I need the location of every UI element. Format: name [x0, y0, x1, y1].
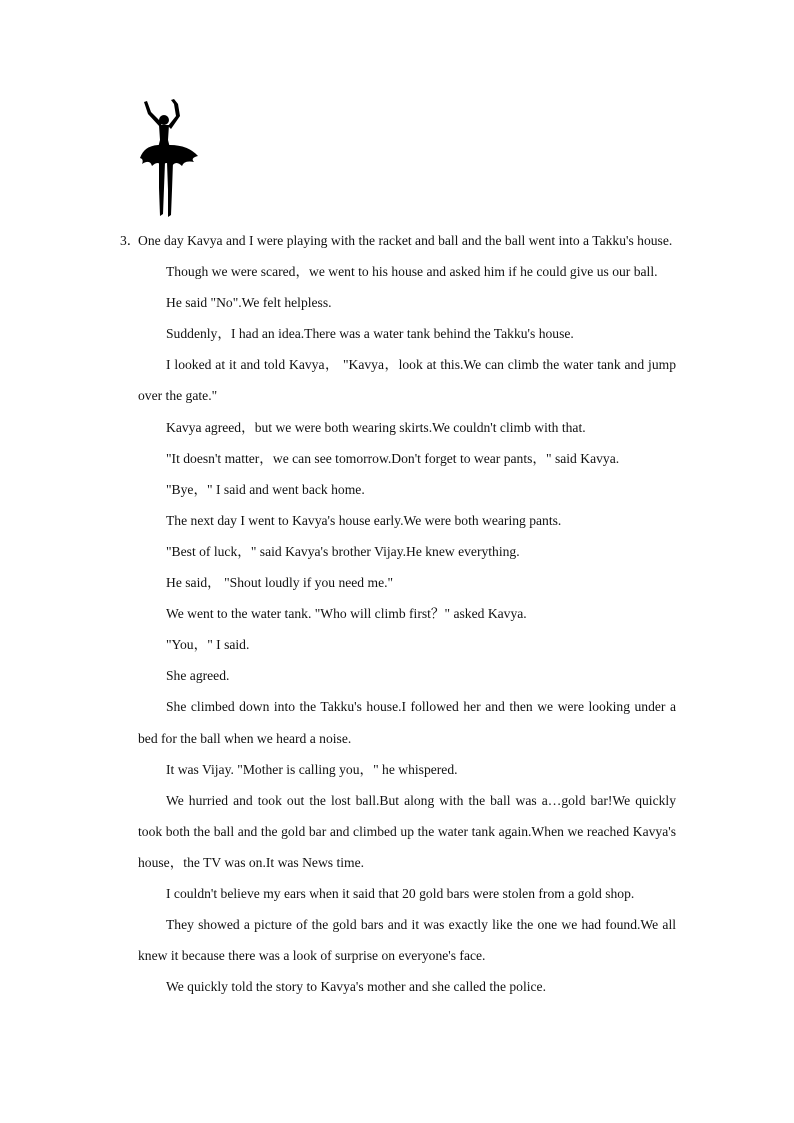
question-block	[120, 225, 676, 256]
paragraph: We hurried and took out the lost ball.But along with the ball was a…gold bar!We quickly took both the ball and the gold bar and climbed up the water tank again.When we reached Kavya's house，the TV was on.It was News time.	[138, 792, 676, 870]
paragraph: He said， "Shout loudly if you need me."	[166, 575, 394, 591]
paragraph: It was Vijay. "Mother is calling you，" he whispered.	[166, 761, 458, 777]
question-number: 3．	[120, 233, 141, 248]
paragraph: I couldn't believe my ears when it said that 20 gold bars were stolen from a gold shop.	[166, 885, 635, 901]
paragraph: We went to the water tank. "Who will climb first？" asked Kavya.	[166, 606, 527, 622]
paragraph: "Best of luck，" said Kavya's brother Vijay.He knew everything.	[166, 543, 520, 559]
paragraph: The next day I went to Kavya's house early.We were both wearing pants.	[166, 512, 562, 528]
paragraph: Suddenly，I had an idea.There was a water tank behind the Takku's house.	[166, 326, 574, 342]
paragraph: We quickly told the story to Kavya's mother and she called the police.	[166, 979, 546, 995]
story-text	[120, 225, 676, 1002]
paragraph: He said "No".We felt helpless.	[166, 295, 332, 311]
paragraph: "You，" I said.	[166, 637, 250, 653]
paragraph: "Bye，" I said and went back home.	[166, 481, 365, 497]
ballerina-silhouette-image	[134, 96, 204, 220]
paragraph: She agreed.	[166, 668, 230, 684]
paragraph: "It doesn't matter，we can see tomorrow.Don't forget to wear pants，" said Kavya.	[166, 450, 620, 466]
paragraph: Though we were scared，we went to his house and asked him if he could give us our ball.	[166, 264, 658, 280]
first-paragraph: One day Kavya and I were playing with the racket and ball and the ball went into a Takku's house.	[138, 233, 673, 248]
paragraph: I looked at it and told Kavya， "Kavya，look at this.We can climb the water tank and jump over the gate."	[138, 357, 676, 404]
paragraph: Kavya agreed，but we were both wearing skirts.We couldn't climb with that.	[166, 419, 586, 435]
paragraph: They showed a picture of the gold bars and it was exactly like the one we had found.We all knew it because there was a look of surprise on everyone's face.	[138, 917, 676, 964]
paragraph: She climbed down into the Takku's house.I followed her and then we were looking under a bed for the ball when we heard a noise.	[138, 699, 676, 746]
